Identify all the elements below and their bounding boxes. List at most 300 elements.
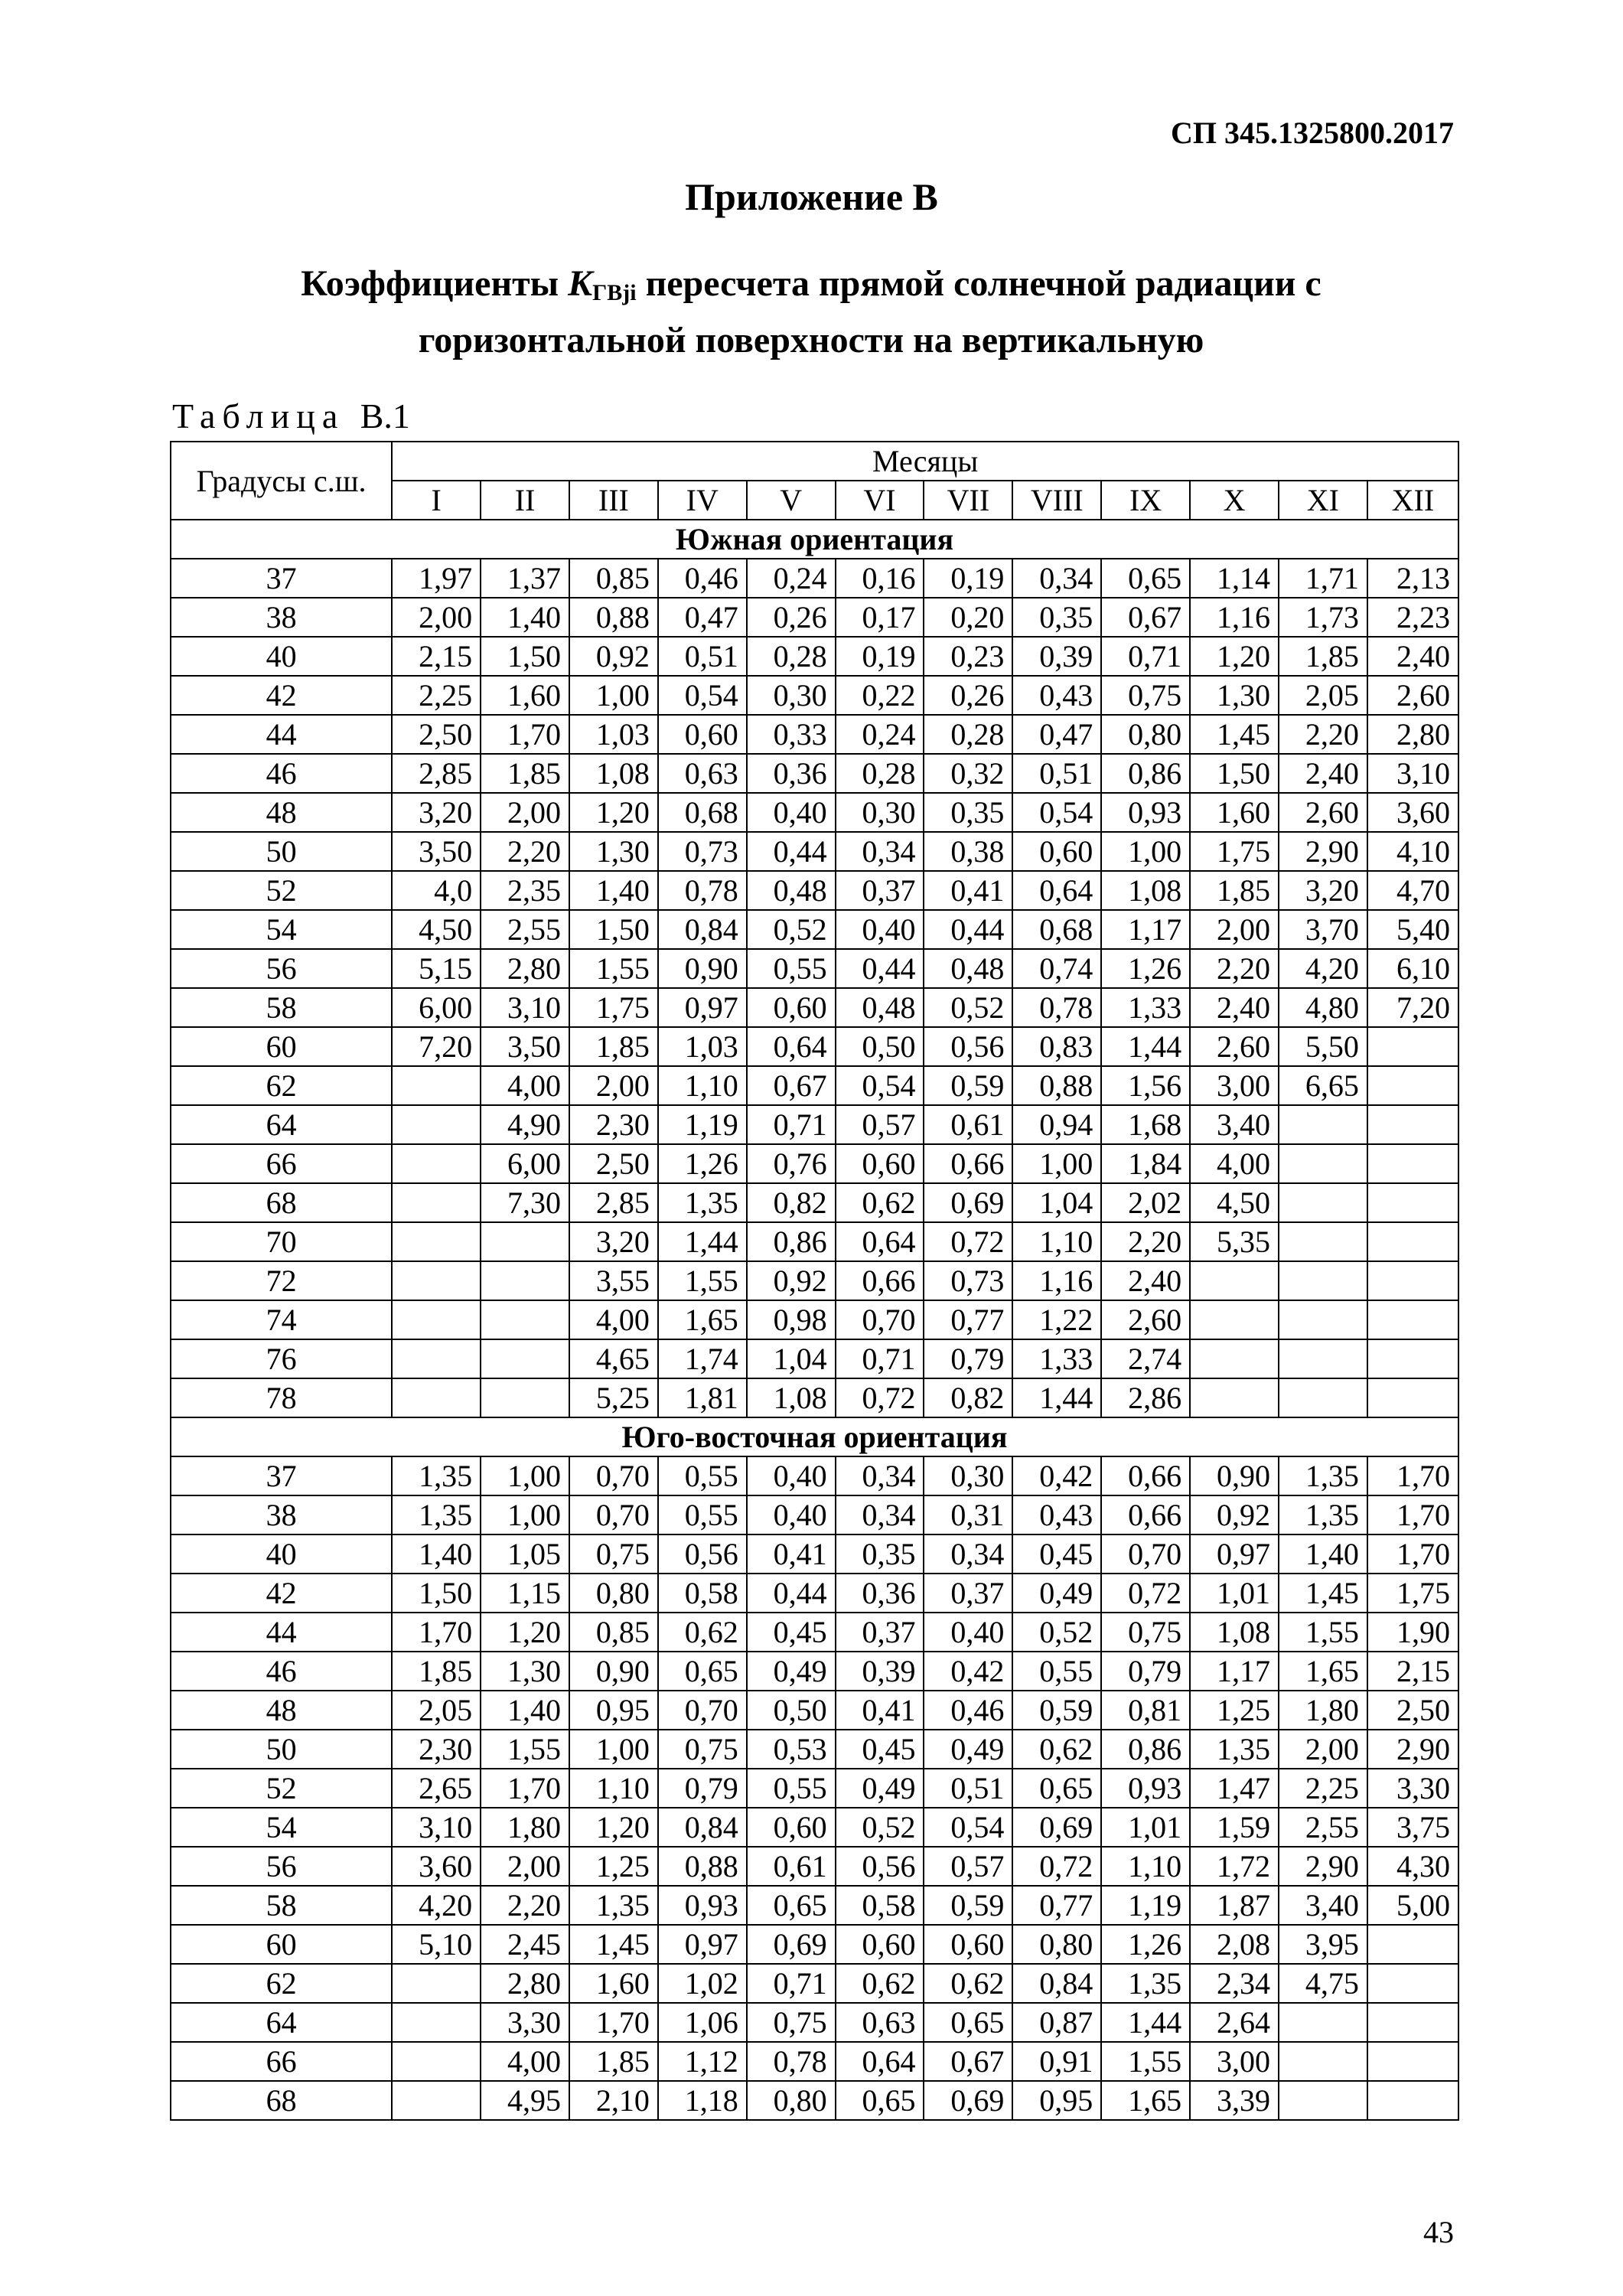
coefficient-cell: 0,63 [658, 754, 747, 793]
table-label-word: Таблица [172, 396, 345, 435]
coefficient-cell: 5,15 [392, 949, 481, 988]
coefficient-cell: 7,20 [1367, 988, 1458, 1027]
coefficient-cell: 0,62 [1012, 1730, 1101, 1769]
table-row [171, 715, 1458, 754]
coefficient-cell: 0,61 [747, 1847, 836, 1886]
coefficient-cell: 1,97 [392, 559, 481, 598]
coefficient-symbol: K [568, 263, 593, 304]
coefficient-cell: 0,35 [1012, 598, 1101, 637]
coefficient-cell: 1,03 [569, 715, 658, 754]
coefficient-cell: 0,37 [836, 871, 924, 910]
coefficient-cell: 0,79 [1101, 1652, 1190, 1691]
coefficient-cell: 1,87 [1190, 1886, 1279, 1925]
coefficient-cell: 0,56 [924, 1027, 1012, 1066]
coefficient-cell: 2,35 [481, 871, 569, 910]
coefficient-cell: 1,90 [1367, 1613, 1458, 1652]
coefficient-cell: 1,19 [1101, 1886, 1190, 1925]
coefficient-cell: 2,00 [1190, 910, 1279, 949]
coefficient-cell: 4,65 [569, 1339, 658, 1378]
coefficient-cell: 2,86 [1101, 1378, 1190, 1417]
coefficient-cell: 0,42 [924, 1652, 1012, 1691]
latitude-cell: 54 [171, 910, 392, 949]
coefficient-cell: 1,50 [481, 637, 569, 676]
coefficient-cell: 0,49 [1012, 1574, 1101, 1613]
coefficient-cell: 1,50 [569, 910, 658, 949]
month-header-cell: XI [1279, 481, 1367, 520]
latitude-cell: 74 [171, 1300, 392, 1339]
coefficient-cell [392, 1183, 481, 1222]
coefficient-cell: 0,41 [747, 1534, 836, 1574]
coefficient-cell: 0,71 [747, 1964, 836, 2003]
latitude-cell: 58 [171, 988, 392, 1027]
coefficient-cell: 0,54 [836, 1066, 924, 1105]
coefficient-cell: 0,74 [1012, 949, 1101, 988]
latitude-cell: 68 [171, 1183, 392, 1222]
coefficient-cell: 0,46 [924, 1691, 1012, 1730]
coefficient-cell: 0,84 [658, 910, 747, 949]
coefficient-cell [392, 2003, 481, 2042]
coefficient-cell: 2,00 [569, 1066, 658, 1105]
table-row [171, 1886, 1458, 1925]
coefficient-cell: 1,00 [1101, 832, 1190, 871]
coefficient-cell: 0,45 [747, 1613, 836, 1652]
coefficient-cell: 0,44 [924, 910, 1012, 949]
coefficient-cell: 0,48 [836, 988, 924, 1027]
coefficient-cell: 2,85 [569, 1183, 658, 1222]
month-header-cell: IV [658, 481, 747, 520]
coefficient-cell: 0,93 [658, 1886, 747, 1925]
coefficient-cell: 1,20 [569, 1808, 658, 1847]
coefficient-cell: 2,90 [1279, 1847, 1367, 1886]
coefficient-cell: 1,70 [569, 2003, 658, 2042]
coefficient-cell: 3,10 [392, 1808, 481, 1847]
coefficient-cell: 0,88 [658, 1847, 747, 1886]
coefficient-cell [392, 1339, 481, 1378]
coefficient-cell: 0,65 [747, 1886, 836, 1925]
coefficient-cell: 2,50 [569, 1144, 658, 1183]
coefficient-cell: 0,80 [1101, 715, 1190, 754]
table-row [171, 949, 1458, 988]
coefficient-cell: 0,36 [747, 754, 836, 793]
coefficient-cell: 0,30 [747, 676, 836, 715]
coefficient-cell: 4,00 [481, 1066, 569, 1105]
coefficient-cell: 1,00 [569, 676, 658, 715]
coefficient-cell: 1,55 [481, 1730, 569, 1769]
latitude-cell: 60 [171, 1027, 392, 1066]
coefficient-cell: 1,84 [1101, 1144, 1190, 1183]
table-row [171, 637, 1458, 676]
month-header-cell: VII [924, 481, 1012, 520]
coefficient-cell: 1,35 [392, 1495, 481, 1534]
latitude-cell: 52 [171, 871, 392, 910]
coefficient-cell: 0,55 [658, 1456, 747, 1495]
coefficient-cell: 0,82 [747, 1183, 836, 1222]
coefficient-cell [392, 1378, 481, 1417]
coefficient-cell: 1,44 [1101, 1027, 1190, 1066]
coefficient-cell [392, 1261, 481, 1300]
coefficient-cell: 3,10 [1367, 754, 1458, 793]
coefficient-cell: 0,24 [747, 559, 836, 598]
coefficient-cell [392, 1144, 481, 1183]
coefficient-cell: 1,33 [1012, 1339, 1101, 1378]
coefficient-cell [392, 1105, 481, 1144]
coefficient-cell: 0,79 [658, 1769, 747, 1808]
coefficient-cell: 2,30 [569, 1105, 658, 1144]
coefficient-cell: 1,65 [1101, 2081, 1190, 2120]
coefficient-cell: 1,55 [658, 1261, 747, 1300]
coefficient-cell: 0,34 [836, 832, 924, 871]
coefficient-cell: 0,76 [747, 1144, 836, 1183]
coefficient-cell: 1,44 [658, 1222, 747, 1261]
coefficient-cell: 0,88 [1012, 1066, 1101, 1105]
coefficient-cell: 1,30 [481, 1652, 569, 1691]
coefficient-cell: 2,60 [1101, 1300, 1190, 1339]
coefficient-cell: 0,43 [1012, 1495, 1101, 1534]
coefficient-cell: 0,72 [924, 1222, 1012, 1261]
coefficient-cell [1279, 1144, 1367, 1183]
coefficient-cell: 1,33 [1101, 988, 1190, 1027]
coefficient-cell: 6,10 [1367, 949, 1458, 988]
coefficient-cell: 0,49 [747, 1652, 836, 1691]
coefficient-cell: 4,00 [1190, 1144, 1279, 1183]
coefficient-cell: 0,19 [836, 637, 924, 676]
coefficient-cell: 1,18 [658, 2081, 747, 2120]
coefficient-cell: 0,22 [836, 676, 924, 715]
latitude-cell: 64 [171, 1105, 392, 1144]
latitude-cell: 44 [171, 715, 392, 754]
coefficient-cell: 1,10 [569, 1769, 658, 1808]
coefficient-cell [481, 1339, 569, 1378]
latitude-cell: 70 [171, 1222, 392, 1261]
coefficient-cell [392, 1222, 481, 1261]
coefficient-cell: 1,71 [1279, 559, 1367, 598]
coefficient-cell: 0,32 [924, 754, 1012, 793]
coefficient-cell: 1,02 [658, 1964, 747, 2003]
coefficient-cell: 1,55 [569, 949, 658, 988]
coefficient-cell: 0,64 [836, 1222, 924, 1261]
coefficient-cell: 1,85 [569, 2042, 658, 2081]
coefficient-cell: 0,52 [924, 988, 1012, 1027]
table-row [171, 1300, 1458, 1339]
table-row [171, 754, 1458, 793]
section-row [171, 520, 1458, 559]
coefficient-cell: 0,97 [658, 1925, 747, 1964]
coefficient-cell: 0,46 [658, 559, 747, 598]
coefficient-cell: 0,62 [836, 1964, 924, 2003]
coefficient-cell: 0,20 [924, 598, 1012, 637]
table-heading [199, 260, 1423, 364]
latitude-cell: 44 [171, 1613, 392, 1652]
coefficient-cell: 1,37 [481, 559, 569, 598]
coefficient-cell: 1,74 [658, 1339, 747, 1378]
coefficient-cell: 0,65 [658, 1652, 747, 1691]
latitude-cell: 52 [171, 1769, 392, 1808]
coefficient-cell: 1,55 [1279, 1613, 1367, 1652]
coefficient-cell: 0,37 [836, 1613, 924, 1652]
coefficient-cell: 0,24 [836, 715, 924, 754]
coefficient-cell: 0,44 [747, 1574, 836, 1613]
coefficient-cell [1367, 1300, 1458, 1339]
coefficient-cell: 0,65 [1012, 1769, 1101, 1808]
coefficient-cell [1279, 1105, 1367, 1144]
coefficient-cell: 1,40 [569, 871, 658, 910]
latitude-header: Градусы с.ш. [171, 442, 392, 520]
coefficient-cell: 0,54 [1012, 793, 1101, 832]
coefficient-cell: 0,39 [1012, 637, 1101, 676]
coefficient-cell: 1,60 [1190, 793, 1279, 832]
coefficient-cell: 2,00 [481, 793, 569, 832]
coefficient-table [170, 441, 1459, 2121]
coefficient-cell: 2,02 [1101, 1183, 1190, 1222]
coefficient-cell: 1,08 [1101, 871, 1190, 910]
coefficient-cell: 0,71 [836, 1339, 924, 1378]
coefficient-cell: 1,60 [569, 1964, 658, 2003]
table-row [171, 1495, 1458, 1534]
coefficient-cell [481, 1378, 569, 1417]
header-row-months [171, 442, 1458, 481]
coefficient-cell: 0,55 [1012, 1652, 1101, 1691]
coefficient-cell: 2,80 [1367, 715, 1458, 754]
coefficient-cell [1190, 1339, 1279, 1378]
coefficient-cell: 5,40 [1367, 910, 1458, 949]
latitude-cell: 40 [171, 1534, 392, 1574]
month-header-cell: V [747, 481, 836, 520]
coefficient-cell: 0,40 [747, 1495, 836, 1534]
coefficient-cell: 1,16 [1190, 598, 1279, 637]
latitude-cell: 42 [171, 676, 392, 715]
coefficient-cell: 0,64 [747, 1027, 836, 1066]
latitude-cell: 48 [171, 793, 392, 832]
table-row [171, 1964, 1458, 2003]
coefficient-cell: 0,28 [747, 637, 836, 676]
coefficient-cell: 4,20 [392, 1886, 481, 1925]
coefficient-cell: 1,20 [569, 793, 658, 832]
coefficient-cell: 1,03 [658, 1027, 747, 1066]
latitude-cell: 78 [171, 1378, 392, 1417]
coefficient-cell: 1,85 [1279, 637, 1367, 676]
coefficient-cell: 0,70 [1101, 1534, 1190, 1574]
coefficient-cell: 1,44 [1012, 1378, 1101, 1417]
coefficient-cell: 0,33 [747, 715, 836, 754]
section-row [171, 1417, 1458, 1456]
coefficient-cell: 1,70 [481, 715, 569, 754]
coefficient-cell: 2,55 [481, 910, 569, 949]
coefficient-cell: 0,51 [924, 1769, 1012, 1808]
coefficient-cell: 4,50 [1190, 1183, 1279, 1222]
coefficient-cell: 2,40 [1190, 988, 1279, 1027]
coefficient-cell: 0,53 [747, 1730, 836, 1769]
coefficient-cell: 4,70 [1367, 871, 1458, 910]
coefficient-cell: 1,50 [392, 1574, 481, 1613]
coefficient-cell: 3,10 [481, 988, 569, 1027]
coefficient-cell: 0,49 [924, 1730, 1012, 1769]
coefficient-cell: 1,50 [1190, 754, 1279, 793]
coefficient-cell: 1,81 [658, 1378, 747, 1417]
coefficient-cell: 2,50 [1367, 1691, 1458, 1730]
coefficient-cell: 0,70 [569, 1456, 658, 1495]
coefficient-cell: 2,15 [1367, 1652, 1458, 1691]
coefficient-cell: 1,20 [1190, 637, 1279, 676]
table-row [171, 1144, 1458, 1183]
coefficient-cell: 2,80 [481, 1964, 569, 2003]
coefficient-cell: 4,95 [481, 2081, 569, 2120]
coefficient-cell: 0,50 [747, 1691, 836, 1730]
coefficient-cell: 0,73 [658, 832, 747, 871]
coefficient-cell: 1,14 [1190, 559, 1279, 598]
coefficient-cell: 1,10 [1101, 1847, 1190, 1886]
coefficient-cell: 0,60 [658, 715, 747, 754]
coefficient-cell: 0,66 [1101, 1456, 1190, 1495]
coefficient-cell: 2,60 [1279, 793, 1367, 832]
table-row [171, 1027, 1458, 1066]
coefficient-cell [1367, 1144, 1458, 1183]
coefficient-cell: 0,45 [1012, 1534, 1101, 1574]
coefficient-cell: 0,42 [1012, 1456, 1101, 1495]
table-row [171, 2081, 1458, 2120]
coefficient-cell: 0,40 [924, 1613, 1012, 1652]
month-header-cell: III [569, 481, 658, 520]
coefficient-cell: 1,10 [1012, 1222, 1101, 1261]
coefficient-cell [392, 2081, 481, 2120]
coefficient-cell: 0,66 [836, 1261, 924, 1300]
coefficient-cell: 6,00 [392, 988, 481, 1027]
coefficient-cell: 0,60 [924, 1925, 1012, 1964]
coefficient-cell: 0,68 [658, 793, 747, 832]
coefficient-cell: 0,90 [658, 949, 747, 988]
coefficient-cell: 2,13 [1367, 559, 1458, 598]
coefficient-cell: 0,19 [924, 559, 1012, 598]
page-number: 43 [1423, 2215, 1454, 2249]
coefficient-cell: 0,66 [1101, 1495, 1190, 1534]
coefficient-cell: 0,37 [924, 1574, 1012, 1613]
latitude-cell: 56 [171, 949, 392, 988]
coefficient-cell: 0,68 [1012, 910, 1101, 949]
coefficient-cell: 1,12 [658, 2042, 747, 2081]
coefficient-cell: 3,60 [1367, 793, 1458, 832]
coefficient-cell: 1,75 [1367, 1574, 1458, 1613]
latitude-cell: 66 [171, 1144, 392, 1183]
coefficient-cell [1367, 2003, 1458, 2042]
coefficient-cell: 1,45 [1279, 1574, 1367, 1613]
latitude-cell: 62 [171, 1964, 392, 2003]
coefficient-cell: 0,90 [569, 1652, 658, 1691]
coefficient-cell: 3,30 [1367, 1769, 1458, 1808]
coefficient-cell [1367, 1066, 1458, 1105]
coefficient-cell: 1,55 [1101, 2042, 1190, 2081]
coefficient-cell [1190, 1261, 1279, 1300]
coefficient-cell: 2,15 [392, 637, 481, 676]
coefficient-cell: 4,0 [392, 871, 481, 910]
coefficient-cell: 0,28 [836, 754, 924, 793]
coefficient-cell: 0,62 [836, 1183, 924, 1222]
coefficient-cell: 0,92 [747, 1261, 836, 1300]
coefficient-cell: 0,40 [747, 793, 836, 832]
coefficient-cell: 2,60 [1190, 1027, 1279, 1066]
table-row [171, 1339, 1458, 1378]
coefficient-cell: 1,73 [1279, 598, 1367, 637]
coefficient-cell: 0,97 [1190, 1534, 1279, 1574]
latitude-cell: 46 [171, 1652, 392, 1691]
coefficient-cell: 2,90 [1367, 1730, 1458, 1769]
coefficient-cell: 0,78 [747, 2042, 836, 2081]
coefficient-cell: 0,92 [1190, 1495, 1279, 1534]
coefficient-cell: 0,40 [836, 910, 924, 949]
coefficient-cell [1367, 1222, 1458, 1261]
latitude-cell: 66 [171, 2042, 392, 2081]
coefficient-cell: 0,84 [1012, 1964, 1101, 2003]
coefficient-cell [1279, 2081, 1367, 2120]
coefficient-cell: 1,35 [658, 1183, 747, 1222]
coefficient-cell: 3,70 [1279, 910, 1367, 949]
coefficient-cell: 0,59 [924, 1066, 1012, 1105]
coefficient-cell: 0,47 [658, 598, 747, 637]
table-row [171, 1066, 1458, 1105]
coefficient-cell: 4,75 [1279, 1964, 1367, 2003]
coefficient-cell: 2,34 [1190, 1964, 1279, 2003]
coefficient-cell: 1,26 [658, 1144, 747, 1183]
coefficient-cell: 4,50 [392, 910, 481, 949]
coefficient-cell: 4,10 [1367, 832, 1458, 871]
coefficient-cell: 1,00 [569, 1730, 658, 1769]
coefficient-cell [1190, 1378, 1279, 1417]
coefficient-cell: 5,25 [569, 1378, 658, 1417]
coefficient-cell: 1,01 [1190, 1574, 1279, 1613]
coefficient-cell: 1,45 [1190, 715, 1279, 754]
coefficient-cell: 3,20 [392, 793, 481, 832]
latitude-cell: 48 [171, 1691, 392, 1730]
coefficient-cell: 1,60 [481, 676, 569, 715]
coefficient-cell: 0,43 [1012, 676, 1101, 715]
coefficient-cell: 0,67 [1101, 598, 1190, 637]
table-body [171, 520, 1458, 2120]
table-row [171, 988, 1458, 1027]
table-row [171, 1105, 1458, 1144]
coefficient-cell: 0,69 [924, 2081, 1012, 2120]
coefficient-cell: 3,75 [1367, 1808, 1458, 1847]
coefficient-cell [1367, 1027, 1458, 1066]
coefficient-cell: 0,75 [658, 1730, 747, 1769]
table-row [171, 1808, 1458, 1847]
coefficient-cell: 2,20 [1279, 715, 1367, 754]
coefficient-cell: 2,90 [1279, 832, 1367, 871]
coefficient-cell: 0,67 [924, 2042, 1012, 2081]
coefficient-cell: 0,80 [1012, 1925, 1101, 1964]
coefficient-cell: 1,35 [1190, 1730, 1279, 1769]
table-row [171, 1769, 1458, 1808]
month-header-cell: IX [1101, 481, 1190, 520]
coefficient-cell [1367, 1105, 1458, 1144]
latitude-cell: 76 [171, 1339, 392, 1378]
coefficient-cell: 1,80 [1279, 1691, 1367, 1730]
coefficient-cell: 2,50 [392, 715, 481, 754]
coefficient-cell: 0,79 [924, 1339, 1012, 1378]
table-row [171, 1925, 1458, 1964]
coefficient-cell: 0,60 [836, 1144, 924, 1183]
coefficient-cell: 4,00 [569, 1300, 658, 1339]
coefficient-cell: 2,65 [392, 1769, 481, 1808]
coefficient-cell: 0,56 [836, 1847, 924, 1886]
coefficient-cell: 1,17 [1101, 910, 1190, 949]
month-header-cell: I [392, 481, 481, 520]
coefficient-cell: 0,26 [924, 676, 1012, 715]
latitude-cell: 64 [171, 2003, 392, 2042]
section-title: Южная ориентация [171, 520, 1458, 559]
coefficient-cell: 0,30 [836, 793, 924, 832]
month-header-cell: X [1190, 481, 1279, 520]
table-row [171, 2042, 1458, 2081]
coefficient-cell: 4,90 [481, 1105, 569, 1144]
coefficient-cell: 0,95 [1012, 2081, 1101, 2120]
